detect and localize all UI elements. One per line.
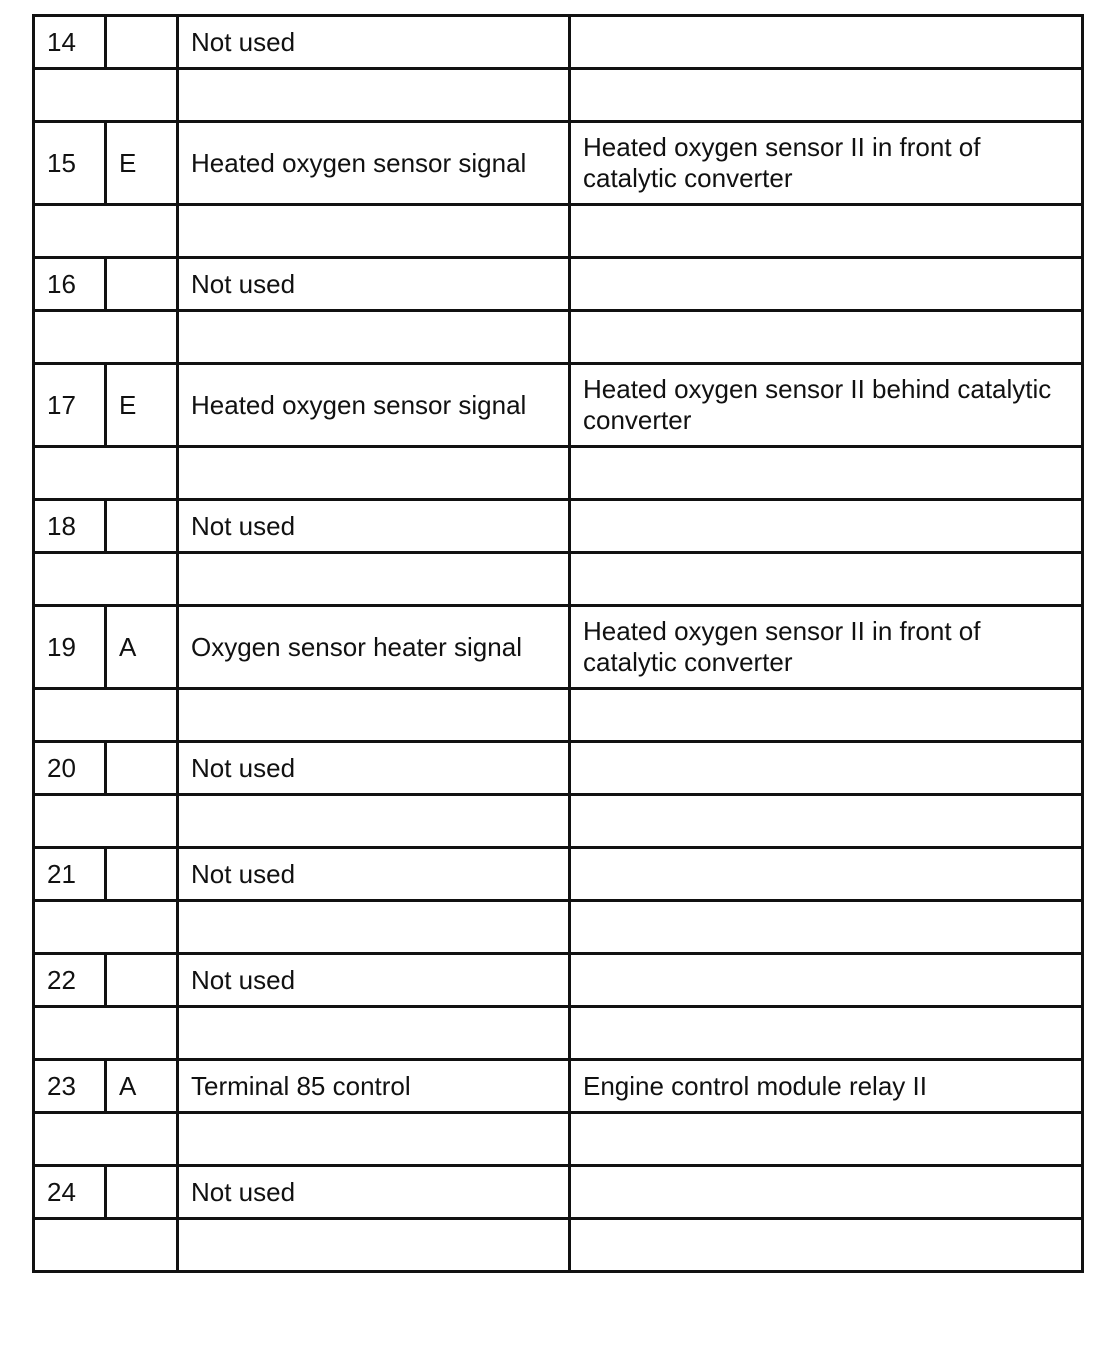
spacer-cell bbox=[178, 1219, 570, 1272]
spacer-row bbox=[34, 553, 1083, 606]
table-row bbox=[34, 742, 1083, 795]
spacer-cell bbox=[570, 1113, 1083, 1166]
code-cell: E bbox=[106, 122, 178, 205]
spacer-cell bbox=[570, 689, 1083, 742]
function-cell: Terminal 85 control bbox=[178, 1060, 570, 1113]
function-cell: Not used bbox=[178, 258, 570, 311]
table-row bbox=[34, 954, 1083, 1007]
table-row bbox=[34, 16, 1083, 69]
table-row bbox=[34, 364, 1083, 447]
pin-cell: 15 bbox=[34, 122, 106, 205]
pin-assignment-table bbox=[32, 14, 1084, 1273]
pin-cell: 21 bbox=[34, 848, 106, 901]
component-cell bbox=[570, 848, 1083, 901]
component-cell bbox=[570, 500, 1083, 553]
pin-cell: 20 bbox=[34, 742, 106, 795]
component-cell bbox=[570, 954, 1083, 1007]
code-cell: A bbox=[106, 606, 178, 689]
component-cell bbox=[570, 742, 1083, 795]
code-cell: E bbox=[106, 364, 178, 447]
spacer-cell bbox=[178, 689, 570, 742]
spacer-cell bbox=[570, 311, 1083, 364]
spacer-cell bbox=[34, 795, 178, 848]
pin-cell: 18 bbox=[34, 500, 106, 553]
spacer-row bbox=[34, 311, 1083, 364]
spacer-row bbox=[34, 205, 1083, 258]
table-row bbox=[34, 500, 1083, 553]
component-cell: Engine control module relay II bbox=[570, 1060, 1083, 1113]
code-cell bbox=[106, 16, 178, 69]
spacer-cell bbox=[34, 69, 178, 122]
function-cell: Not used bbox=[178, 954, 570, 1007]
spacer-cell bbox=[34, 1113, 178, 1166]
spacer-row bbox=[34, 795, 1083, 848]
code-cell bbox=[106, 848, 178, 901]
spacer-row bbox=[34, 447, 1083, 500]
spacer-cell bbox=[570, 1007, 1083, 1060]
spacer-cell bbox=[178, 901, 570, 954]
function-cell: Not used bbox=[178, 16, 570, 69]
spacer-row bbox=[34, 901, 1083, 954]
component-cell bbox=[570, 16, 1083, 69]
spacer-row bbox=[34, 69, 1083, 122]
spacer-cell bbox=[570, 901, 1083, 954]
function-cell: Not used bbox=[178, 742, 570, 795]
component-cell: Heated oxygen sensor II in front of catalytic converter bbox=[570, 122, 1083, 205]
pin-cell: 16 bbox=[34, 258, 106, 311]
spacer-cell bbox=[34, 553, 178, 606]
component-cell bbox=[570, 1166, 1083, 1219]
table-row bbox=[34, 848, 1083, 901]
spacer-cell bbox=[34, 447, 178, 500]
spacer-cell bbox=[34, 901, 178, 954]
pin-cell: 24 bbox=[34, 1166, 106, 1219]
spacer-cell bbox=[178, 1007, 570, 1060]
function-cell: Not used bbox=[178, 1166, 570, 1219]
pin-cell: 14 bbox=[34, 16, 106, 69]
pin-cell: 19 bbox=[34, 606, 106, 689]
spacer-cell bbox=[570, 205, 1083, 258]
spacer-row bbox=[34, 689, 1083, 742]
spacer-cell bbox=[34, 311, 178, 364]
table-row bbox=[34, 1060, 1083, 1113]
table-row bbox=[34, 258, 1083, 311]
table-row bbox=[34, 1166, 1083, 1219]
spacer-cell bbox=[570, 1219, 1083, 1272]
code-cell bbox=[106, 954, 178, 1007]
spacer-row bbox=[34, 1113, 1083, 1166]
code-cell bbox=[106, 258, 178, 311]
table-row bbox=[34, 606, 1083, 689]
spacer-cell bbox=[34, 689, 178, 742]
spacer-cell bbox=[178, 1113, 570, 1166]
table-body bbox=[34, 16, 1083, 1272]
function-cell: Not used bbox=[178, 848, 570, 901]
spacer-cell bbox=[570, 69, 1083, 122]
spacer-cell bbox=[178, 795, 570, 848]
code-cell bbox=[106, 1166, 178, 1219]
spacer-cell bbox=[570, 447, 1083, 500]
function-cell: Heated oxygen sensor signal bbox=[178, 364, 570, 447]
spacer-cell bbox=[34, 1007, 178, 1060]
spacer-row bbox=[34, 1219, 1083, 1272]
spacer-cell bbox=[178, 553, 570, 606]
spacer-row bbox=[34, 1007, 1083, 1060]
spacer-cell bbox=[178, 311, 570, 364]
function-cell: Oxygen sensor heater signal bbox=[178, 606, 570, 689]
pin-cell: 22 bbox=[34, 954, 106, 1007]
spacer-cell bbox=[178, 447, 570, 500]
spacer-cell bbox=[178, 205, 570, 258]
function-cell: Heated oxygen sensor signal bbox=[178, 122, 570, 205]
spacer-cell bbox=[570, 795, 1083, 848]
component-cell bbox=[570, 258, 1083, 311]
code-cell bbox=[106, 742, 178, 795]
spacer-cell bbox=[34, 205, 178, 258]
table-row bbox=[34, 122, 1083, 205]
spacer-cell bbox=[34, 1219, 178, 1272]
component-cell: Heated oxygen sensor II in front of catalytic converter bbox=[570, 606, 1083, 689]
function-cell: Not used bbox=[178, 500, 570, 553]
pin-cell: 23 bbox=[34, 1060, 106, 1113]
spacer-cell bbox=[570, 553, 1083, 606]
component-cell: Heated oxygen sensor II behind catalytic converter bbox=[570, 364, 1083, 447]
pin-cell: 17 bbox=[34, 364, 106, 447]
spacer-cell bbox=[178, 69, 570, 122]
code-cell: A bbox=[106, 1060, 178, 1113]
code-cell bbox=[106, 500, 178, 553]
